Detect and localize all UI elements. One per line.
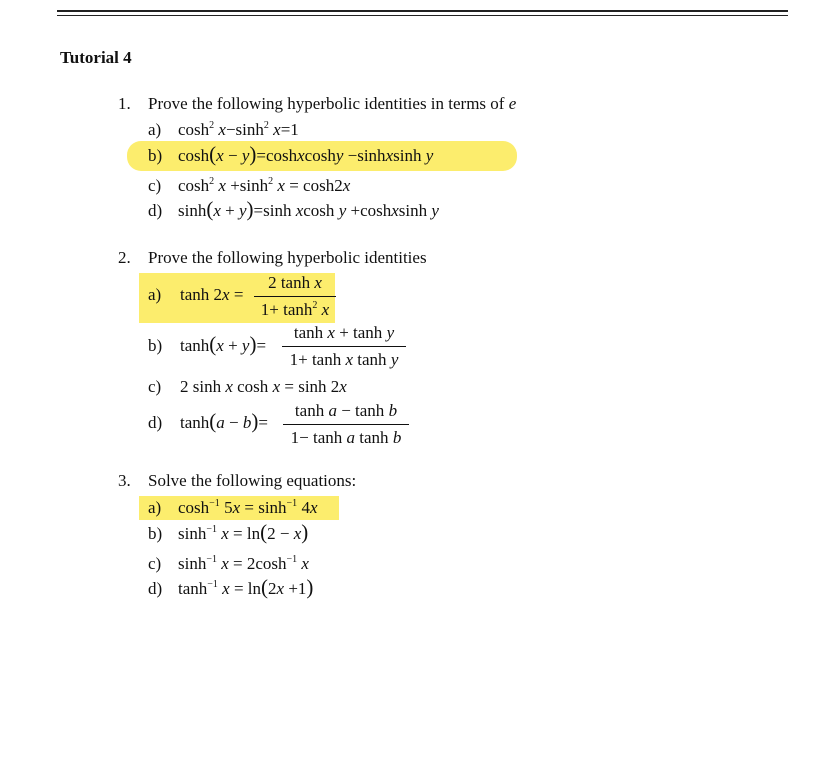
q2c-expr: 2 sinh x cosh x = sinh 2x: [180, 377, 347, 396]
q3c-expr: $\sinh^{-1} x = 2\cosh^{-1}$ x: [178, 554, 309, 573]
q2-number: 2.: [118, 248, 131, 267]
q2d-fraction-bar: [283, 424, 409, 425]
q3b-label: b): [148, 524, 163, 543]
top-rule: [57, 10, 788, 12]
q2-text: Prove the following hyperbolic identities: [148, 248, 427, 267]
q2b-lhs: tanh(x + y)=: [180, 332, 267, 356]
q2b-denominator: 1+ tanh x tanh y: [289, 350, 399, 369]
q2d-numerator: tanh a − tanh b: [294, 401, 398, 420]
q2d-lhs: tanh(a − b)=: [180, 409, 268, 433]
q3-text: Solve the following equations:: [148, 471, 357, 490]
q1a-label: a): [148, 120, 162, 139]
q2b-label: b): [148, 336, 163, 355]
q2d-label: d): [148, 413, 163, 432]
q2d-denominator: 1− tanh a tanh b: [290, 428, 402, 447]
q3d-label: d): [148, 579, 163, 598]
q1c-expr: $\cosh^2 x +\sinh^2$ x = cosh2x: [178, 176, 351, 195]
q2b-fraction-bar: [282, 346, 406, 347]
q1d-expr: sinh(x + y)=sinh xcosh y +coshxsinh y: [178, 197, 439, 221]
q3-number: 3.: [118, 471, 131, 490]
top-rule-thin: [57, 15, 788, 16]
q2d-fraction: [283, 400, 409, 449]
q3b-expr: $\sinh^{-1} x = \ln(2 - x)$: [178, 520, 309, 544]
q3d-expr: $\tanh^{-1} x = \ln(2x +1)$: [178, 575, 314, 599]
q1b-expr: cosh(x − y)=coshxcoshy −sinhxsinh y: [178, 142, 434, 166]
q1a-expr: $\cosh^2 x-\sinh^2$ x=1: [178, 120, 299, 139]
q1d-label: d): [148, 201, 163, 220]
q2a-fraction: [254, 272, 336, 321]
q1b-label: b): [148, 146, 163, 165]
q1-e: e: [508, 94, 517, 113]
q2a-fraction-bar: [254, 296, 336, 297]
q2a-numerator: 2 tanh x: [268, 273, 322, 292]
q1c-label: c): [148, 176, 162, 195]
q3c-label: c): [148, 554, 162, 573]
q1-heading: [148, 94, 516, 114]
q1-number: 1.: [118, 94, 131, 113]
page-title: Tutorial 4: [60, 48, 132, 67]
q2b-numerator: tanh x + tanh y: [293, 323, 395, 342]
q2c-label: c): [148, 377, 162, 396]
q2a-label: a): [148, 285, 162, 304]
q1-text: Prove the following hyperbolic identities in terms of: [148, 94, 505, 113]
q2b-fraction: [282, 322, 406, 371]
q2a-denominator: $1+ \tanh^2 x$: [260, 300, 330, 319]
q2a-lhs: tanh 2x =: [180, 285, 244, 304]
q3a-label: a): [148, 498, 162, 517]
q3a-expr: $\cosh^{-1} 5x = \sinh^{-1} 4x$: [178, 498, 318, 517]
